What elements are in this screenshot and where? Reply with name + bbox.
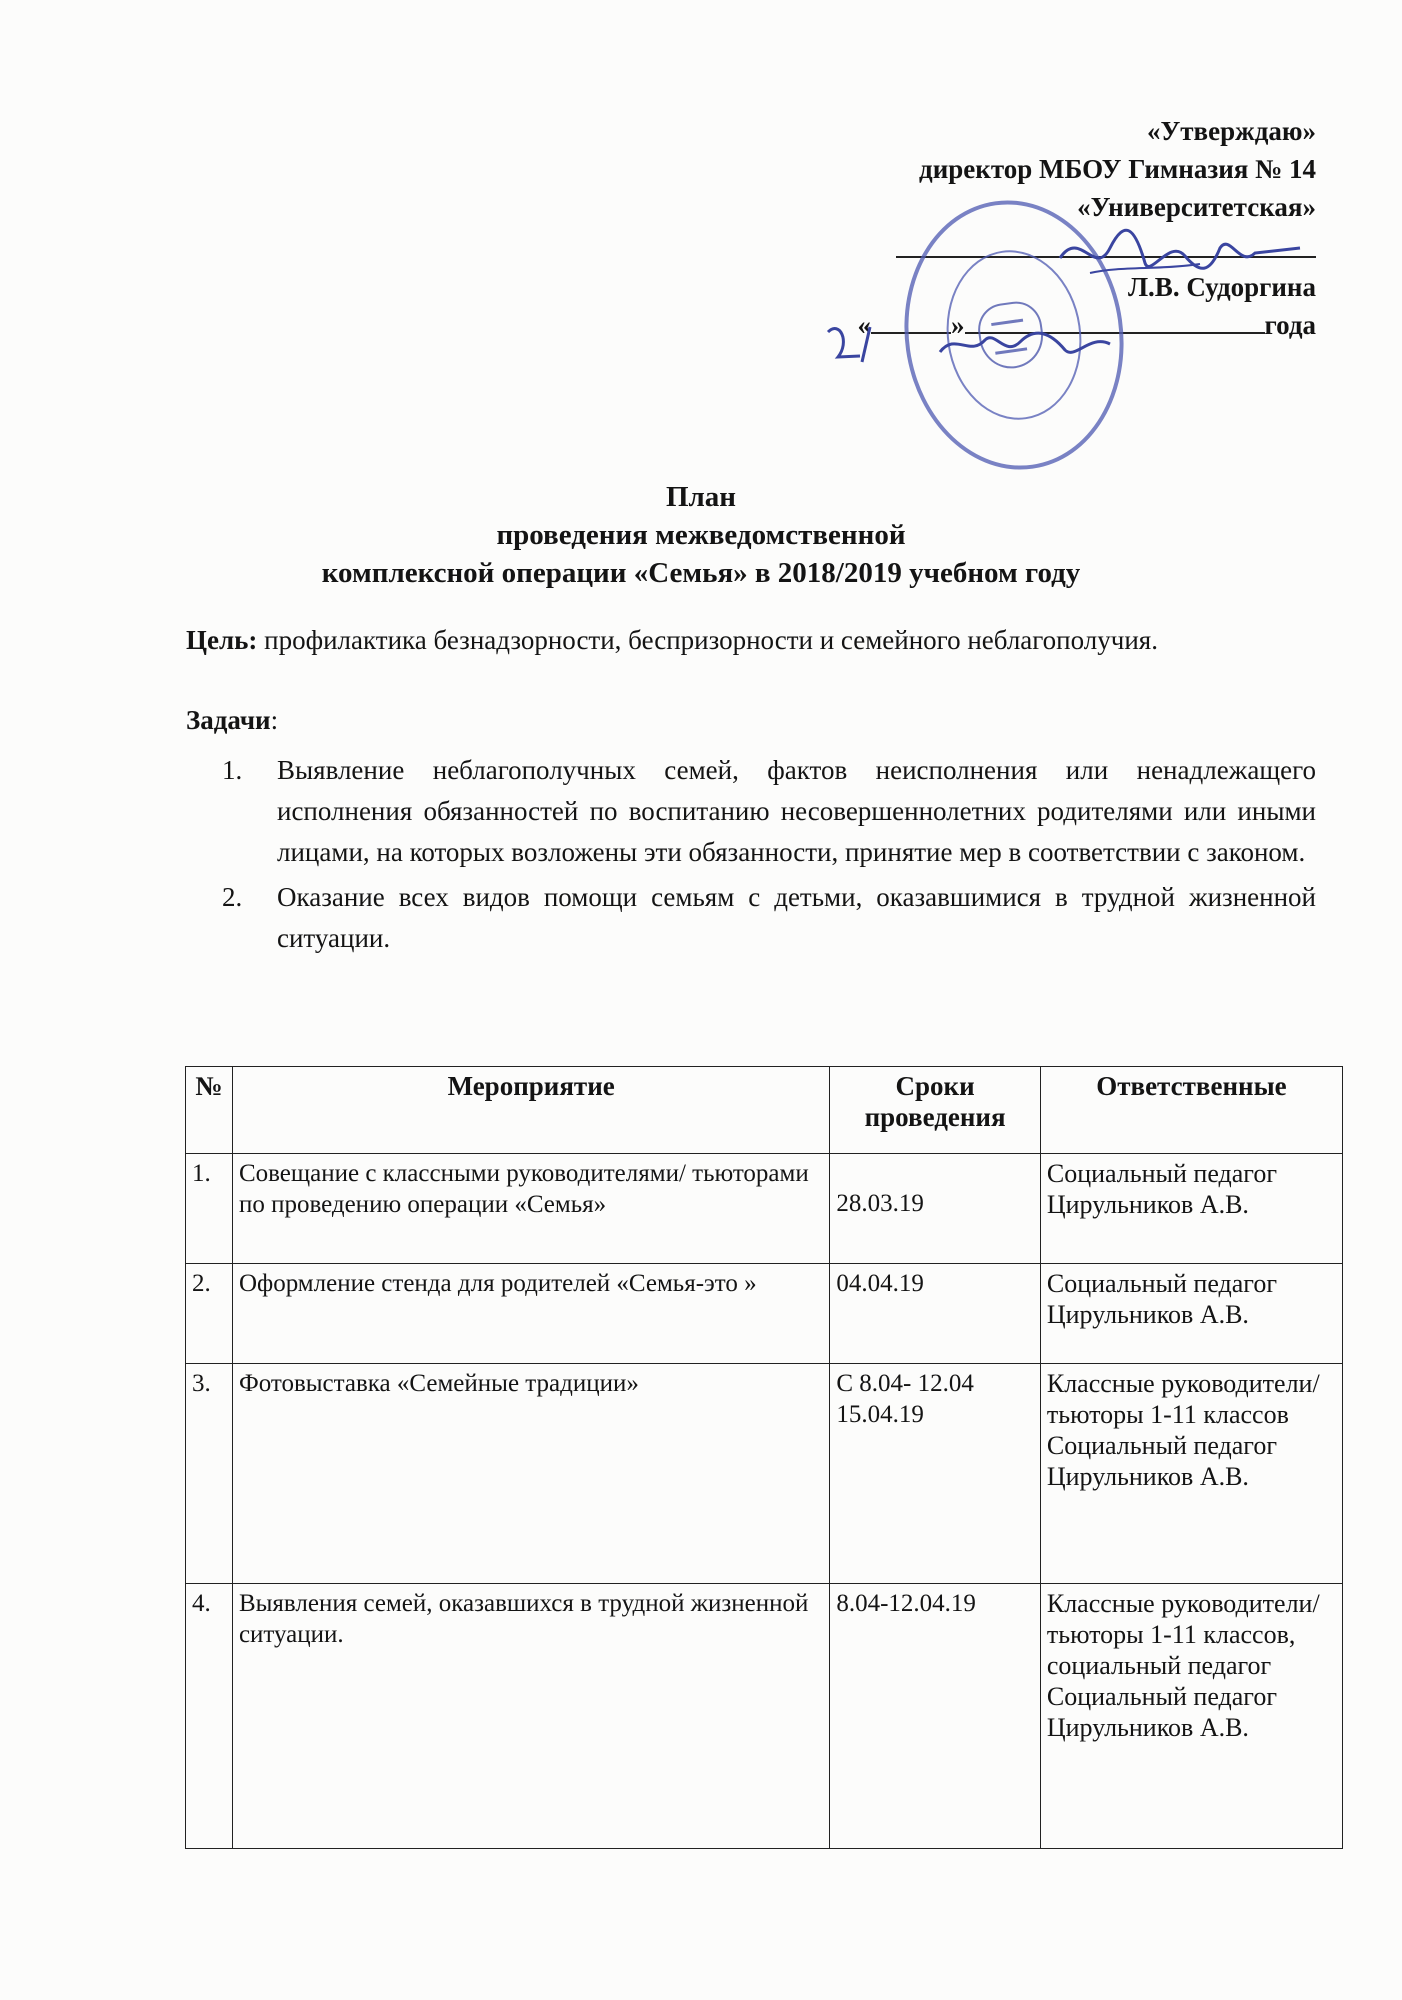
tasks-list	[222, 750, 1316, 963]
title-line-2: проведения межведомственной	[496, 519, 906, 551]
row-event: Совещание с классными руководителями/ тьюторами по проведению операции «Семья»	[232, 1154, 829, 1264]
approve-label: «Утверждаю»	[1146, 116, 1316, 146]
row-responsible: Классные руководители/ тьюторы 1-11 классов Социальный педагог Цирульников А.В.	[1040, 1364, 1342, 1584]
row-num: 3.	[186, 1364, 233, 1584]
row-dates: 04.04.19	[830, 1264, 1041, 1364]
table-row	[186, 1584, 1343, 1849]
row-event: Выявления семей, оказавшихся в трудной жизненной ситуации.	[232, 1584, 829, 1849]
row-event: Фотовыставка «Семейные традиции»	[232, 1364, 829, 1584]
row-responsible: Классные руководители/ тьюторы 1-11 классов, социальный педагог Социальный педагог Цирульников А.В.	[1040, 1584, 1342, 1849]
row-dates: С 8.04- 12.04 15.04.19	[830, 1364, 1041, 1584]
header-dates: Сроки проведения	[830, 1067, 1041, 1154]
school-name: «Университетская»	[1077, 192, 1316, 222]
header-num: №	[186, 1067, 233, 1154]
title-line-1: План	[665, 481, 737, 513]
row-dates: 28.03.19	[830, 1154, 1041, 1264]
row-num: 4.	[186, 1584, 233, 1849]
row-dates: 8.04-12.04.19	[830, 1584, 1041, 1849]
director-name: Л.В. Судоргина	[1127, 272, 1316, 302]
table-row	[186, 1264, 1343, 1364]
goal-label: Цель:	[186, 625, 258, 655]
table-row	[186, 1364, 1343, 1584]
task-item: 2. Оказание всех видов помощи семьям с детьми, оказавшимися в трудной жизненной ситуации.	[222, 882, 1316, 953]
task-item: 1. Выявление неблагополучных семей, фактов неисполнения или ненадлежащего исполнения обязанностей по воспитанию несовершеннолетних родителями или иными лицами, на которых возложены эти обязанности, принятие мер в соответствии с законом.	[222, 755, 1316, 867]
row-responsible: Социальный педагог Цирульников А.В.	[1040, 1264, 1342, 1364]
document-title	[0, 478, 1402, 592]
table-row	[186, 1154, 1343, 1264]
handwritten-date	[820, 312, 1150, 372]
table-header-row	[186, 1067, 1343, 1154]
goal-text: профилактика безнадзорности, беспризорности и семейного неблагополучия.	[264, 625, 1158, 655]
header-event: Мероприятие	[232, 1067, 829, 1154]
director-title: директор МБОУ Гимназия № 14	[919, 154, 1316, 184]
row-num: 1.	[186, 1154, 233, 1264]
goal-paragraph	[186, 620, 1316, 660]
row-responsible: Социальный педагог Цирульников А.В.	[1040, 1154, 1342, 1264]
signature-handwriting	[1050, 218, 1310, 298]
plan-table	[185, 1066, 1343, 1849]
row-event: Оформление стенда для родителей «Семья-это »	[232, 1264, 829, 1364]
approval-date: « » года	[857, 310, 1316, 340]
title-line-3: комплексной операции «Семья» в 2018/2019 учебном году	[321, 557, 1081, 589]
header-responsible: Ответственные	[1040, 1067, 1342, 1154]
tasks-heading: Задачи:	[186, 705, 279, 735]
row-num: 2.	[186, 1264, 233, 1364]
